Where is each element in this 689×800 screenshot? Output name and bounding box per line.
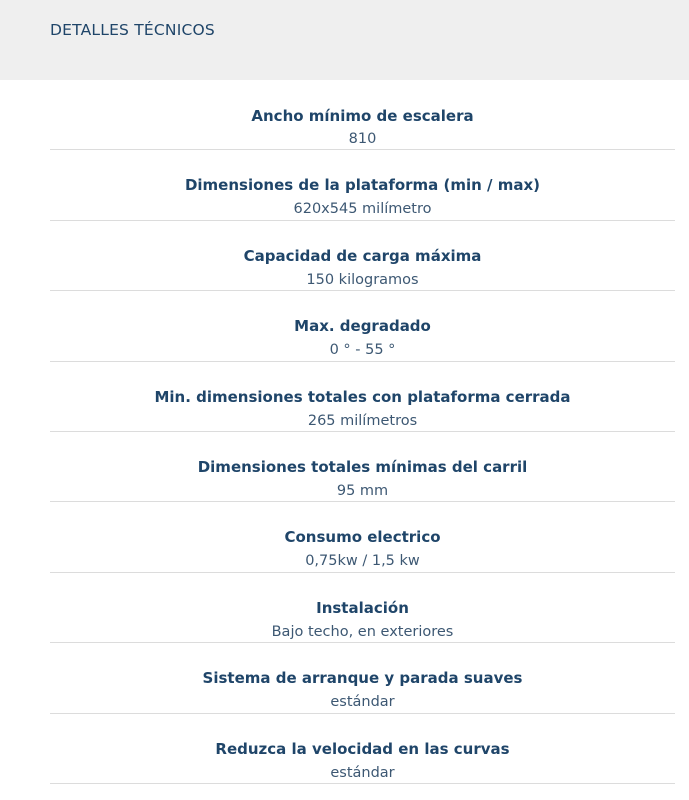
spec-value: estándar xyxy=(330,694,395,711)
spec-label: Sistema de arranque y parada suaves xyxy=(202,669,523,688)
spec-label: Instalación xyxy=(316,598,409,617)
spec-label: Dimensiones totales mínimas del carril xyxy=(197,457,528,476)
spec-label: Min. dimensiones totales con plataforma cerrada xyxy=(154,387,571,406)
spec-value: 620x545 milímetro xyxy=(293,201,432,218)
spec-value: 0,75kw / 1,5 kw xyxy=(305,553,420,570)
spec-row-closed-dimensions xyxy=(50,362,675,432)
spec-value: 95 mm xyxy=(336,482,389,499)
spec-row-max-load xyxy=(50,221,675,291)
technical-details-list xyxy=(50,80,675,784)
spec-label: Reduzca la velocidad en las curvas xyxy=(215,739,510,758)
spec-row-soft-start-stop xyxy=(50,643,675,713)
spec-label: Capacidad de carga máxima xyxy=(243,246,482,265)
spec-value: 0 ° - 55 ° xyxy=(329,342,396,359)
spec-row-max-gradient xyxy=(50,291,675,361)
spec-label: Consumo electrico xyxy=(284,528,441,547)
spec-value: 810 xyxy=(348,131,377,147)
spec-row-power-consumption xyxy=(50,502,675,572)
spec-value: estándar xyxy=(330,764,395,781)
spec-value: Bajo techo, en exteriores xyxy=(271,623,454,640)
spec-value: 265 milímetros xyxy=(307,412,418,429)
section-header xyxy=(0,0,689,80)
spec-label: Dimensiones de la plataforma (min / max) xyxy=(184,176,541,195)
section-title: DETALLES TÉCNICOS xyxy=(50,21,215,39)
spec-row-installation xyxy=(50,573,675,643)
spec-value: 150 kilogramos xyxy=(306,271,419,288)
spec-row-stair-width xyxy=(50,80,675,150)
spec-row-rail-dimensions xyxy=(50,432,675,502)
spec-row-curve-slowdown xyxy=(50,714,675,784)
spec-row-platform-dimensions xyxy=(50,150,675,220)
spec-label: Ancho mínimo de escalera xyxy=(251,107,474,125)
spec-label: Max. degradado xyxy=(294,317,431,336)
